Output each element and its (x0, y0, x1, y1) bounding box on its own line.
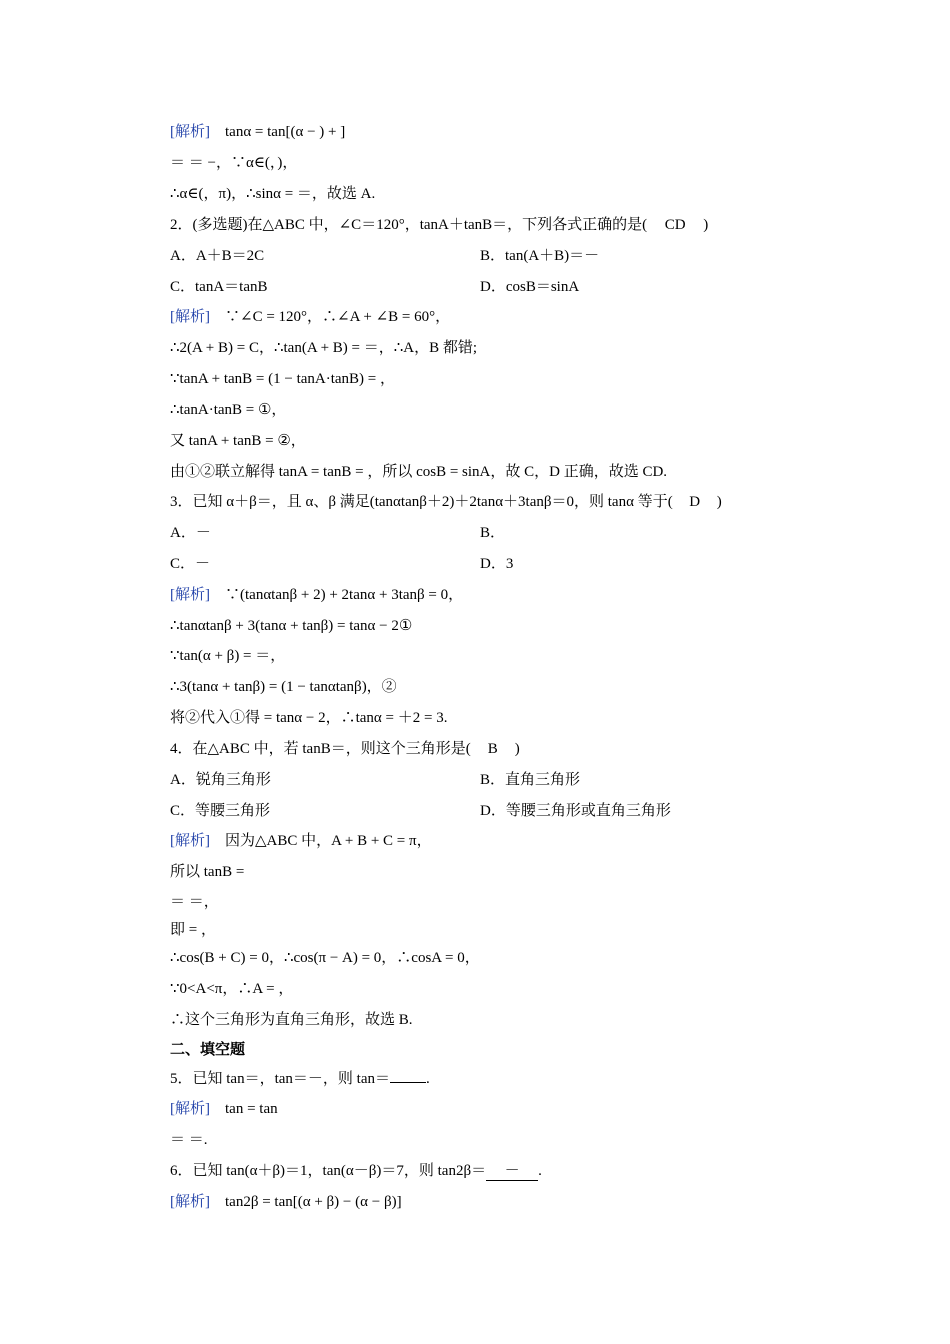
question-paren: ) (716, 494, 722, 510)
line-text: ∴2(A + B) = C，∴tan(A + B) = ＝，∴A，B 都错; (170, 340, 478, 356)
text-line (170, 948, 480, 968)
solution-tag: [解析] (170, 1101, 210, 1117)
text-line (170, 616, 412, 636)
line-text: tan2β = tan[(α + β) − (α − β)] (225, 1194, 402, 1210)
option-d (480, 277, 579, 297)
option-text: D．等腰三角形或直角三角形 (480, 803, 671, 819)
solution-line (170, 831, 432, 851)
answer-blank (390, 1082, 426, 1083)
solution-tag: [解析] (170, 124, 210, 140)
question-period: . (538, 1163, 542, 1179)
text-line (170, 646, 285, 666)
solution-line (170, 1192, 402, 1212)
option-text: D．3 (480, 556, 514, 572)
solution-line (170, 1099, 278, 1119)
line-text: 将②代入①得 = tanα − 2，∴tanα = ＋2 = 3. (170, 710, 448, 726)
question-2 (170, 215, 708, 235)
text-line (170, 462, 667, 482)
line-text: ∴3(tanα + tanβ) = (1 − tanαtanβ)，② (170, 679, 397, 695)
option-b (480, 523, 505, 543)
solution-line (170, 307, 450, 327)
option-d (480, 554, 513, 574)
question-period: . (425, 1071, 430, 1087)
option-c (170, 554, 210, 574)
line-text: 由①②联立解得 tanA = tanB = ，所以 cosB = sinA，故 C，D 正确，故选 CD. (170, 464, 668, 480)
option-text: C．－ (170, 556, 211, 572)
line-text: tanα = tan[(α − ) + ] (225, 124, 346, 140)
option-text: C．tanA＝tanB (170, 279, 268, 295)
line-text: tan = tan (225, 1101, 278, 1117)
solution-tag: [解析] (170, 587, 210, 603)
solution-line (170, 122, 345, 142)
question-5 (170, 1069, 430, 1089)
option-text: A．－ (170, 525, 211, 541)
line-text: ∵0<A<π，∴A = ， (170, 981, 294, 997)
option-a (170, 246, 264, 266)
question-4 (170, 739, 520, 759)
line-text: ∵tanA + tanB = (1 − tanA·tanB) = ， (170, 371, 396, 387)
answer-choice: D (689, 494, 701, 510)
text-line (170, 400, 286, 420)
line-text: 即 = ， (170, 922, 216, 938)
line-text: 因为△ABC 中，A + B + C = π， (225, 833, 432, 849)
question-text: 6．已知 tan(α＋β)＝1，tan(α－β)＝7，则 tan2β＝ (170, 1163, 487, 1179)
option-text: A．A＋B＝2C (170, 248, 265, 264)
text-line (170, 708, 447, 728)
text-line (170, 1130, 208, 1150)
text-line (170, 369, 395, 389)
text-line (170, 184, 375, 204)
line-text: ＝ ＝. (170, 1132, 208, 1148)
text-line (170, 677, 397, 697)
line-text: ∵∠C = 120°，∴∠A + ∠B = 60°， (225, 309, 451, 325)
line-text: ∵tan(α + β) = ＝， (170, 648, 286, 664)
text-line (170, 1010, 413, 1030)
text-line (170, 862, 244, 882)
text-line (170, 153, 297, 173)
solution-line (170, 585, 463, 605)
line-text: ∴tanA·tanB = ①， (170, 402, 287, 418)
option-text: B．tan(A＋B)＝－ (480, 248, 600, 264)
option-c (170, 277, 268, 297)
line-text: ＝ ＝， (170, 894, 219, 910)
line-text: ∴tanαtanβ + 3(tanα + tanβ) = tanα − 2① (170, 618, 413, 634)
question-6 (170, 1161, 542, 1181)
option-text: A．锐角三角形 (170, 772, 271, 788)
option-d (480, 801, 671, 821)
option-text: C．等腰三角形 (170, 803, 271, 819)
option-c (170, 801, 270, 821)
heading-text: 二、填空题 (170, 1042, 246, 1058)
line-text: ∴cos(B + C) = 0，∴cos(π − A) = 0，∴cosA = 0， (170, 950, 480, 966)
line-text: 所以 tanB = (170, 864, 245, 880)
option-text: B． (480, 525, 506, 541)
option-a (170, 523, 211, 543)
question-3 (170, 492, 722, 512)
text-line (170, 892, 219, 912)
solution-tag: [解析] (170, 309, 210, 325)
section-heading (170, 1040, 245, 1060)
answer-blank: － (486, 1163, 538, 1181)
text-line (170, 431, 306, 451)
text-line (170, 979, 293, 999)
question-paren: ) (514, 741, 520, 757)
option-b (480, 246, 599, 266)
text-line (170, 338, 477, 358)
line-text: ∴α∈(，π)，∴sinα = ＝，故选 A. (170, 186, 376, 202)
line-text: ∴这个三角形为直角三角形，故选 B. (170, 1012, 413, 1028)
answer-choice: CD (664, 217, 686, 233)
line-text: 又 tanA + tanB = ②， (170, 433, 306, 449)
solution-tag: [解析] (170, 1194, 210, 1210)
question-text: 3．已知 α＋β＝，且 α、β 满足(tanαtanβ＋2)＋2tanα＋3tanβ＝0，则 tanα 等于( (170, 494, 673, 510)
solution-tag: [解析] (170, 833, 210, 849)
option-text: B．直角三角形 (480, 772, 581, 788)
option-text: D．cosB＝sinA (480, 279, 580, 295)
option-b (480, 770, 580, 790)
text-line (170, 920, 216, 940)
answer-choice: B (487, 741, 498, 757)
line-text: ∵(tanαtanβ + 2) + 2tanα + 3tanβ = 0， (225, 587, 464, 603)
question-text: 2．(多选题)在△ABC 中，∠C＝120°，tanA＋tanB＝，下列各式正确的是( (170, 217, 648, 233)
question-paren: ) (703, 217, 709, 233)
question-text: 4．在△ABC 中，若 tanB＝，则这个三角形是( (170, 741, 471, 757)
question-text: 5．已知 tan＝，tan＝－，则 tan＝ (170, 1071, 390, 1087)
line-text: ＝ ＝ −，∵α∈(，)， (170, 155, 298, 171)
option-a (170, 770, 271, 790)
